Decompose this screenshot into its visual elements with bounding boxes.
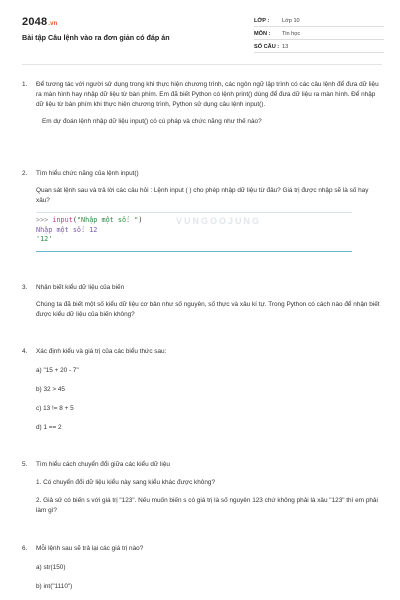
- meta-table: [254, 14, 384, 53]
- question-subtext: Quan sát lệnh sau và trả lời các câu hỏi : Lệnh input ( ) cho phép nhập dữ liệu từ đâu? Giá trị được nhập sẽ là số hay xâu?: [36, 186, 369, 204]
- question-2: [22, 169, 382, 252]
- option: c) 13 != 8 + 5: [36, 404, 74, 412]
- question-number: 6.: [22, 545, 28, 552]
- code-open-paren: (: [72, 215, 77, 224]
- question-text: Tìm hiểu cách chuyển đổi giữa các kiểu dữ liệu: [36, 461, 170, 468]
- meta-value: 13: [282, 44, 289, 51]
- option: 2. Giả sử có biến s với giá trị "123". Nếu muốn biến s có giá trị là số nguyên 123 chứ không phải là xâu "123" thì em phải làm gì?: [36, 496, 378, 514]
- option: b) 32 > 45: [36, 385, 65, 393]
- meta-row-class: [254, 14, 384, 27]
- option: a) "15 + 20 - 7": [36, 366, 79, 374]
- question-number: 5.: [22, 461, 28, 468]
- meta-row-count: [254, 40, 384, 53]
- code-prompt: >>>: [36, 215, 53, 224]
- question-text: Nhận biết kiểu dữ liệu của biến: [36, 284, 125, 291]
- question-6: [22, 544, 382, 592]
- option: 1. Có chuyển đổi dữ liệu kiểu này sang kiểu khác được không?: [36, 478, 216, 486]
- meta-key: LỚP :: [254, 18, 270, 25]
- option: d) 1 == 2: [36, 423, 62, 431]
- question-text: Xác định kiểu và giá trị của các biểu thức sau:: [36, 348, 167, 355]
- code-close-paren: ): [138, 215, 143, 224]
- watermark: VUNGOOJUNG: [176, 215, 262, 226]
- meta-value: Lớp 10: [282, 18, 300, 25]
- meta-key: SỐ CÂU :: [254, 44, 280, 51]
- site-logo[interactable]: [22, 14, 58, 31]
- question-5: [22, 460, 382, 516]
- question-1: [22, 80, 382, 127]
- meta-value: Tin học: [282, 31, 301, 38]
- code-argument: "Nhập một số: ": [76, 215, 139, 224]
- header-divider: [22, 64, 382, 65]
- question-4: [22, 347, 382, 433]
- code-line-2: Nhập một số: 12: [36, 225, 98, 234]
- logo-main: 2048: [22, 16, 48, 28]
- document-title: Bài tập Câu lệnh vào ra đơn giản có đáp án: [22, 33, 170, 42]
- code-block: [36, 212, 352, 252]
- question-text: Mỗi lệnh sau sẽ trả lại các giá trị nào?: [36, 545, 144, 552]
- logo-suffix: .vn: [48, 21, 58, 27]
- question-text: Để tương tác với người sử dụng trong khi thực hiện chương trình, các ngôn ngữ lập trình có các câu lệnh để đưa dữ liệu ra màn hình hay nhập dữ liệu từ bàn phím. Em đã biết Python có lệnh print() dùng để đưa dữ liệu ra màn hình. Để nhập dữ liệu từ bàn phím khi thực hiện chương trình, Python sử dụng câu lệnh input().: [36, 81, 379, 108]
- code-line-3: '12': [36, 235, 53, 244]
- option: b) int("1110"): [36, 582, 73, 590]
- question-text: Tìm hiểu chức năng của lệnh input(): [36, 170, 139, 177]
- code-function: input: [52, 215, 73, 224]
- question-number: 4.: [22, 348, 28, 355]
- question-number: 1.: [22, 81, 28, 88]
- question-3: [22, 283, 382, 320]
- question-number: 3.: [22, 284, 28, 291]
- meta-row-subject: [254, 27, 384, 40]
- question-subtext: Chúng ta đã biết một số kiểu dữ liệu cơ bản như số nguyên, số thực và xâu kí tự. Trong Python có cách nào để nhận biết được kiểu dữ liệu của biến không?: [36, 300, 380, 318]
- meta-key: MÔN :: [254, 31, 271, 38]
- option: a) str(150): [36, 563, 66, 571]
- question-subtext: Em dự đoán lệnh nhập dữ liệu input() có cú pháp và chức năng như thế nào?: [42, 117, 262, 125]
- question-number: 2.: [22, 170, 28, 177]
- page-header: [22, 12, 382, 58]
